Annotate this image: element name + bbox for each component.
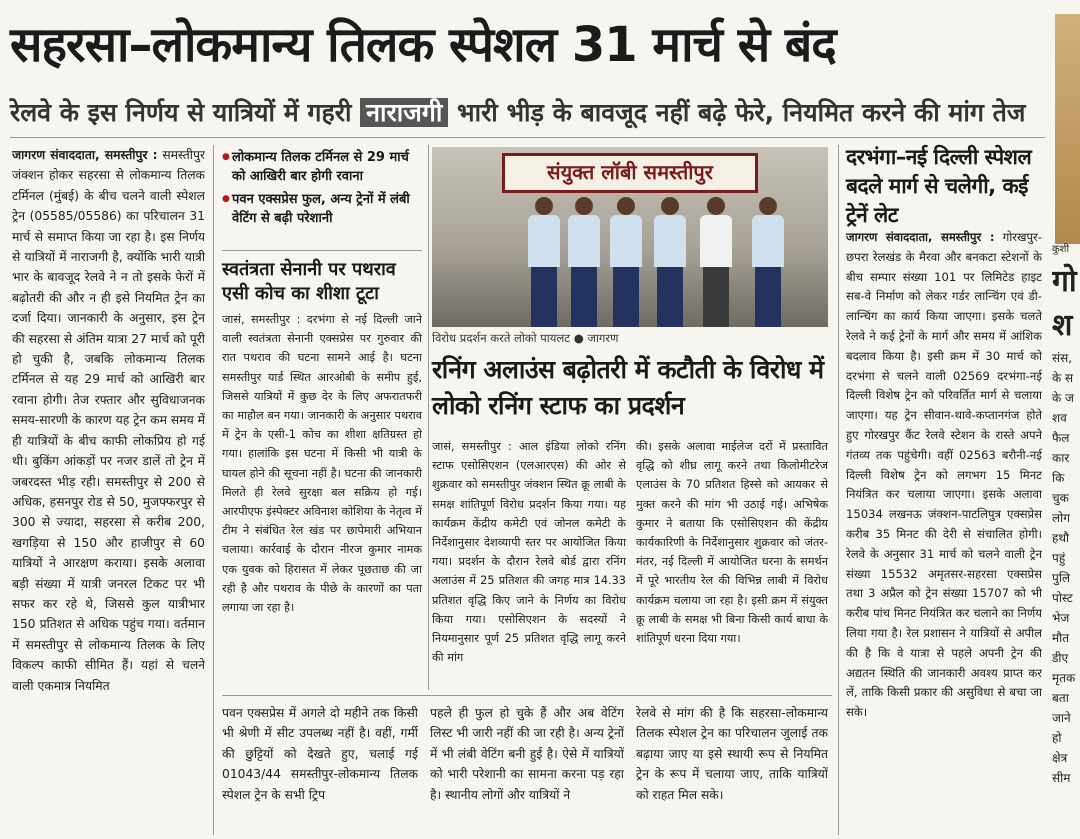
column-divider	[428, 145, 429, 690]
story2-text: जासं, समस्तीपुर : दरभंगा से नई दिल्ली जाने वाली स्वतंत्रता सेनानी एक्सप्रेस पर गुरुवार की रात पथराव की घटना सामने आई है। घटना समस्तीपुर यार्ड स्थित आरओबी के समीप हुई, जिससे यात्रियों में कुछ देर के लिए अफरातफरी का माहौल बन गया। जानकारी के अनुसार पथराव में ट्रेन के एसी-1 कोच का शीशा क्षतिग्रस्त हो गया। हालांकि इस घटना में किसी भी यात्री के घायल होने की सूचना नहीं है। घटना की जानकारी मिलते ही रेलवे सुरक्षा बल सक्रिय हो गई। आरपीएफ इंस्पेक्टर अविनाश कोशिया के नेतृत्व में टीम ने संबंधित रेल खंड पर छापेमारी अभियान चलाया। कार्रवाई के दौरान नीरज कुमार नामक एक युवक को हिरासत में लेकर पूछताछ की जा रही है और पथराव के पीछे के कारणों का पता लगाया जा रहा है।	[222, 313, 422, 615]
story4-column	[846, 228, 1042, 838]
main-story-column	[12, 145, 205, 835]
section-divider	[222, 695, 832, 696]
story4-text: गोरखपुर-छपरा रेलखंड के मैरवा और बनकटा स्टेशनों के बीच सम्पार संख्या 101 पर लिमिटेड हाइट सब-वे निर्माण को लेकर गर्डर लान्चिंग एवं डी-लान्चिंग का कार्य किया जाएगा। इसके चलते रेलवे ने कई ट्रेनों के मार्ग और समय में आंशिक बदलाव किया है। इसी क्रम में 30 मार्च को दरभंगा से चलने वाली 02569 दरभंगा-नई दिल्ली विशेष ट्रेन को परिवर्तित मार्ग से चलाया जाएगा। यह ट्रेन सीवान-थावे-कप्तानगंज होते हुए गोरखपुर कैंट रेलवे स्टेशन के रास्ते अपने गंतव्य तक पहुंचेगी। वहीं 02563 बरौनी-नई दिल्ली विशेष ट्रेन को लगभग 15 मिनट नियंत्रित कर चलाया जाएगा। इसके अलावा 15034 लखनऊ जंक्शन-पाटलिपुत्र एक्सप्रेस करीब 35 मिनट की देरी से संचालित होगी। रेलवे के अनुसार 31 मार्च को चलने वाली ट्रेन संख्या 15532 अमृतसर-सहरसा एक्सप्रेस तथा 3 अप्रैल को ट्रेन संख्या 15707 को भी करीब पांच मिनट नियंत्रित कर चलाने का निर्णय लिया गया है। रेल प्रशासन ने यात्रियों से अपील की है कि वे यात्रा से पहले अपनी ट्रेन की अद्यतन स्थिति की जानकारी अवश्य प्राप्त कर लें, ताकि किसी प्रकार की असुविधा से बचा जा सके।	[846, 230, 1042, 720]
highlight-item: ● लोकमान्य तिलक टर्मिनल से 29 मार्च को आखिरी बार होगी रवाना	[222, 148, 422, 186]
continuation-col-3: पहले ही फुल हो चुके हैं और अब वेटिंग लिस्ट भी जारी नहीं की जा रही है। अन्य ट्रेनों में भी लंबी वेटिंग बनी हुई है। ऐसे में यात्रियों को भारी परेशानी का सामना करना पड़ रहा है। स्थानीय लोगों और यात्रियों ने	[430, 706, 624, 802]
story3-col-b: की। इसके अलावा माईलेज दरों में प्रस्तावित वृद्धि को शीघ्र लागू करने तथा किलोमीटरेज एलाउंस के 70 प्रतिशत हिस्से को आयकर से मुक्त करने की मांग भी उठाई गई। अभिषेक कुमार ने बताया कि एसोसिएशन की केंद्रीय कार्यकारिणी के निर्देशानुसार शुक्रवार को जंतर-मंतर, नई दिल्ली में आयोजित धरना के समर्थन में पूरे भारतीय रेल की विभिन्न लाबी में विरोध कार्यक्रम चलाया जा रहा है। इसी क्रम में संयुक्त क्रू लाबी के समक्ष भी बिना किसी कार्य बाधा के शांतिपूर्ण धरना दिया गया।	[636, 440, 828, 646]
adjacent-text: संस, के स के ज शव फैल कार कि चुक लोग हथौ पहुं पुलि पोस्ट भेज मौत डीए मृतक बता जाने हो क्षेत्र सीम	[1052, 351, 1076, 785]
adjacent-story-photo	[1055, 14, 1080, 244]
subhead-post: भारी भीड़ के बावजूद नहीं बढ़े फेरे, नियमित करने की मांग तेज	[457, 98, 1026, 127]
column-divider	[213, 145, 214, 835]
subhead-pre: रेलवे के इस निर्णय से यात्रियों में गहरी	[10, 98, 352, 127]
subheadline	[10, 94, 1050, 132]
story4-title: दरभंगा–नई दिल्ली स्पेशल बदले मार्ग से चलेगी, कई ट्रेनें लेट	[846, 145, 1032, 227]
adjacent-headline: गो श	[1052, 264, 1077, 343]
subhead-highlight: नाराजगी	[360, 98, 448, 127]
adjacent-story-clipped	[1052, 240, 1080, 839]
photo-caption: विरोध प्रदर्शन करते लोको पायलट ● जागरण	[432, 331, 619, 345]
section-divider	[222, 250, 422, 251]
main-story-text: समस्तीपुर जंक्शन होकर सहरसा से लोकमान्य तिलक टर्मिनल (मुंबई) के बीच चलने वाली स्पेशल ट्रेन (05585/05586) का परिचालन 31 मार्च से समाप्त किया जा रहा है। इस निर्णय से यात्रियों में नाराजगी है, क्योंकि भारी यात्री भार के बावजूद रेलवे ने न तो इसके फेरों में बढ़ोतरी की और न ही इसे नियमित ट्रेन का दर्जा दिया। जानकारी के अनुसार, इस ट्रेन की सहरसा से अंतिम यात्रा 27 मार्च को पूरी हो चुकी है, जबकि लोकमान्य तिलक टर्मिनल से यह 29 मार्च को आखिरी बार रवाना होगी। तेज रफ्तार और सुविधाजनक समय-सारणी के कारण यह ट्रेन कम समय में ही यात्रियों के बीच काफी लोकप्रिय हो गई थी। बुकिंग आंकड़ों पर नजर डालें तो ट्रेन में जबरदस्त भीड़ रही। समस्तीपुर से 200 से अधिक, हसनपुर रोड से 50, मुजफ्फरपुर से 300 से ज्यादा, सहरसा से करीब 200, खगड़िया से 150 और हाजीपुर से 60 यात्रियों ने आरक्षण कराया। इसके अलावा बड़ी संख्या में यात्री जनरल टिकट पर भी सफर कर रहे थे, जिससे कुल यात्रीभार 150 प्रतिशत से अधिक पहुंच गया। वर्तमान में समस्तीपुर से लोकमान्य तिलक के लिए विकल्प काफी सीमित हैं। यहां से चलने वाली एकमात्र नियमित	[12, 148, 205, 693]
column-divider	[838, 145, 839, 835]
continuation-col-4: रेलवे से मांग की है कि सहरसा-लोकमान्य तिलक स्पेशल ट्रेन का परिचालन जुलाई तक बढ़ाया जाए या इसे स्थायी रूप से नियमित ट्रेन के रूप में चलाया जाए, ताकि यात्रियों को राहत मिल सके।	[636, 706, 828, 802]
highlights-box	[222, 148, 422, 232]
photo-banner: संयुक्त लॉबी समस्तीपुर	[502, 153, 758, 193]
protest-photo	[432, 147, 828, 327]
story4-byline: जागरण संवाददाता, समस्तीपुर :	[846, 230, 995, 244]
headline: सहरसा–लोकमान्य तिलक स्पेशल 31 मार्च से बंद	[10, 17, 836, 73]
story2-title: स्वतंत्रता सेनानी पर पथराव एसी कोच का शीशा टूटा	[222, 259, 396, 304]
story3-col-a: जासं, समस्तीपुर : आल इंडिया लोको रनिंग स्टाफ एसोसिएशन (एलआरएस) की ओर से शुक्रवार को समस्तीपुर जंक्शन स्थित क्रू लाबी के समक्ष शांतिपूर्ण विरोध प्रदर्शन किया गया। यह कार्यक्रम केंद्रीय कमेटी एवं जोनल कमेटी के निर्देशानुसार देशव्यापी स्तर पर आयोजित किया गया। प्रदर्शन के दौरान रेलवे बोर्ड द्वारा रनिंग अलाउंस में 25 प्रतिशत की जगह मात्र 14.33 प्रतिशत वृद्धि किए जाने के निर्णय का विरोध किया गया। एसोसिएशन के सदस्यों ने नियमानुसार पूर्ण 25 प्रतिशत वृद्धि लागू करने की मांग	[432, 440, 626, 665]
story3-title: रनिंग अलाउंस बढ़ोतरी में कटौती के विरोध में लोको रनिंग स्टाफ का प्रदर्शन	[432, 355, 824, 420]
main-byline: जागरण संवाददाता, समस्तीपुर :	[12, 148, 158, 162]
highlight-item: ● पवन एक्सप्रेस फुल, अन्य ट्रेनों में लंबी वेटिंग से बढ़ी परेशानी	[222, 190, 422, 228]
adjacent-photo-label: कुशी	[1052, 244, 1070, 255]
continuation-col-2: पवन एक्सप्रेस में अगले दो महीने तक किसी भी श्रेणी में सीट उपलब्ध नहीं है। वहीं, गर्मी की छुट्टियों को देखते हुए, चलाई गई 01043/44 समस्तीपुर-लोकमान्य तिलक स्पेशल ट्रेन के सभी ट्रिप	[222, 706, 418, 802]
header-divider	[10, 137, 1045, 138]
